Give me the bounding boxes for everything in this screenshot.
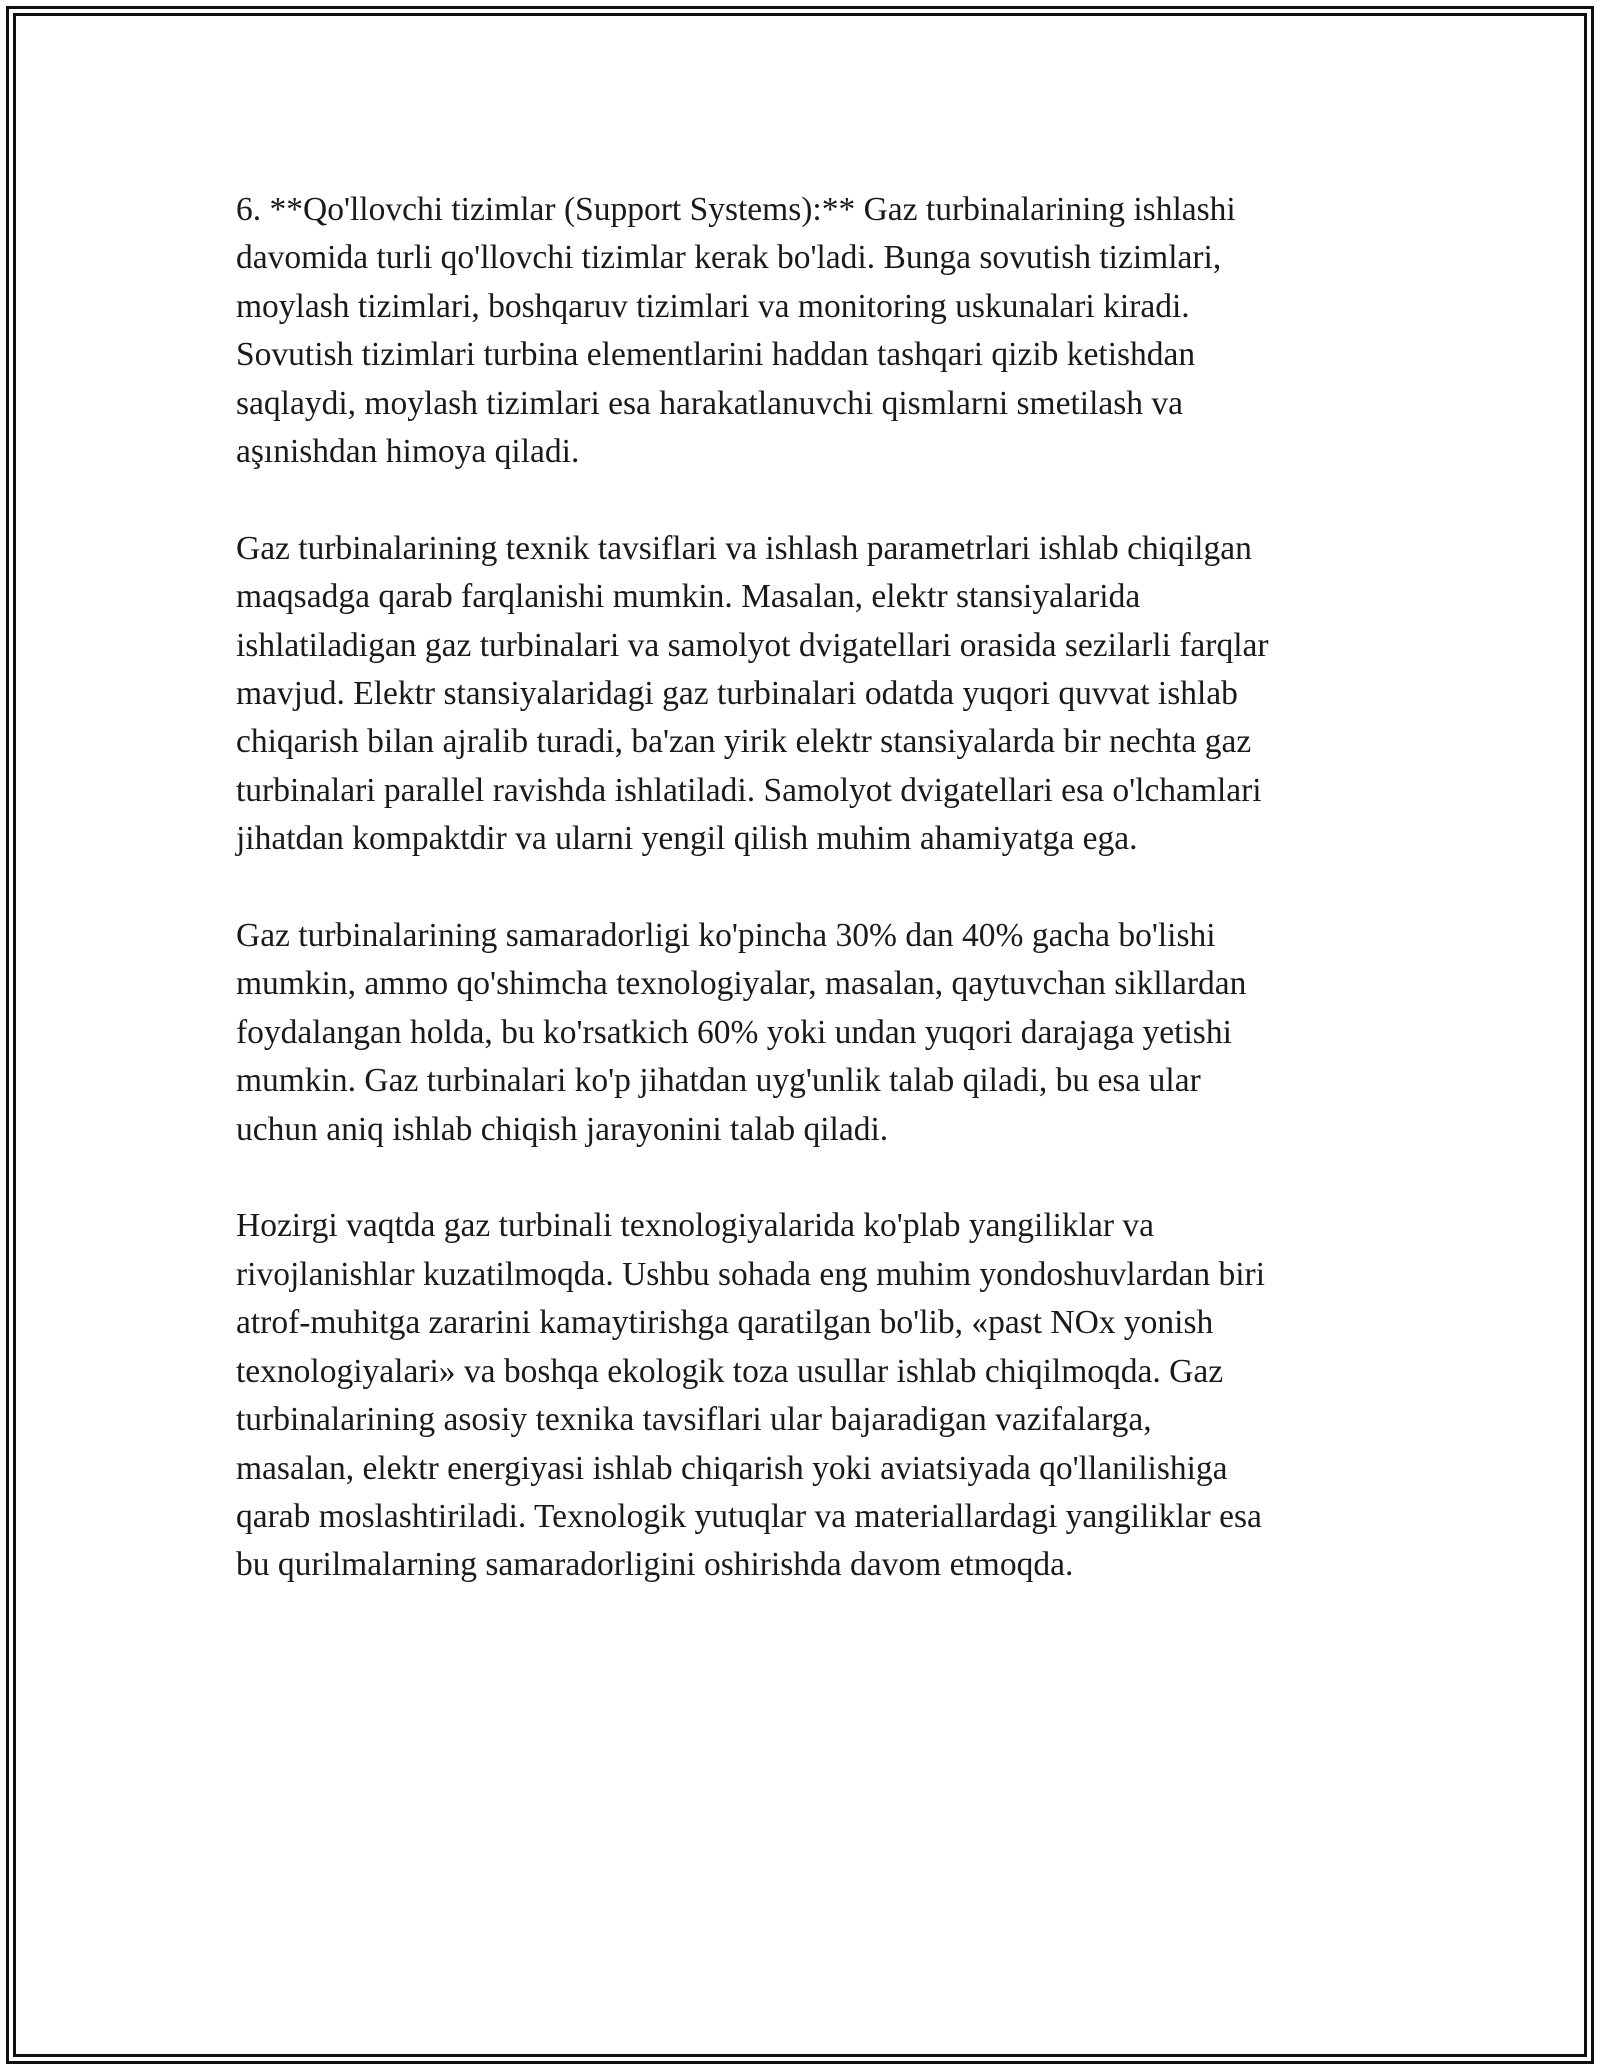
paragraph-innovations: Hozirgi vaqtda gaz turbinali texnologiyalarida ko'plab yangiliklar va rivojlanishlar kuzatilmoqda. Ushbu sohada eng muhim yondoshuvlardan biri atrof-muhitga zararini kamaytirishga qaratilgan bo'lib, «past NOx yonish texnologiyalari» va boshqa ekologik toza usullar ishlab chiqilmoqda. Gaz turbinalarining asosiy texnika tavsiflari ular bajaradigan vazifalarga, masalan, elektr energiyasi ishlab chiqarish yoki aviatsiyada qo'llanilishiga qarab moslashtiriladi. Texnologik yutuqlar va materiallardagi yangiliklar esa bu qurilmalarning samaradorligini oshirishda davom etmoqda. [236,1207,1266,1584]
paragraph-technical-specs: Gaz turbinalarining texnik tavsiflari va ishlash parametrlari ishlab chiqilgan maqsadga qarab farqlanishi mumkin. Masalan, elektr stansiyalarida ishlatiladigan gaz turbinalari va samolyot dvigatellari orasida sezilarli farqlar mavjud. Elektr stansiyalaridagi gaz turbinalari odatda yuqori quvvat ishlab chiqarish bilan ajralib turadi, ba'zan yirik elektr stansiyalarda bir nechta gaz turbinalari parallel ravishda ishlatiladi. Samolyot dvigatellari esa o'lchamlari jihatdan kompaktdir va ularni yengil qilish muhim ahamiyatga ega. [236,529,1269,858]
paragraph-efficiency: Gaz turbinalarining samaradorligi ko'pincha 30% dan 40% gacha bo'lishi mumkin, ammo qo'shimcha texnologiyalar, masalan, qaytuvchan sikllardan foydalangan holda, bu ko'rsatkich 60% yoki undan yuqori darajaga yetishi mumkin. Gaz turbinalari ko'p jihatdan uyg'unlik talab qiladi, bu esa ular uchun aniq ishlab chiqish jarayonini talab qiladi. [236,917,1247,1148]
document-body [236,186,1366,1638]
paragraph-support-systems: 6. **Qo'llovchi tizimlar (Support Systems):** Gaz turbinalarining ishlashi davomida turli qo'llovchi tizimlar kerak bo'ladi. Bunga sovutish tizimlari, moylash tizimlari, boshqaruv tizimlari va monitoring uskunalari kiradi. Sovutish tizimlari turbina elementlarini haddan tashqari qizib ketishdan saqlaydi, moylash tizimlari esa harakatlanuvchi qismlarni smetilash va aşınishdan himoya qiladi. [236,191,1236,471]
